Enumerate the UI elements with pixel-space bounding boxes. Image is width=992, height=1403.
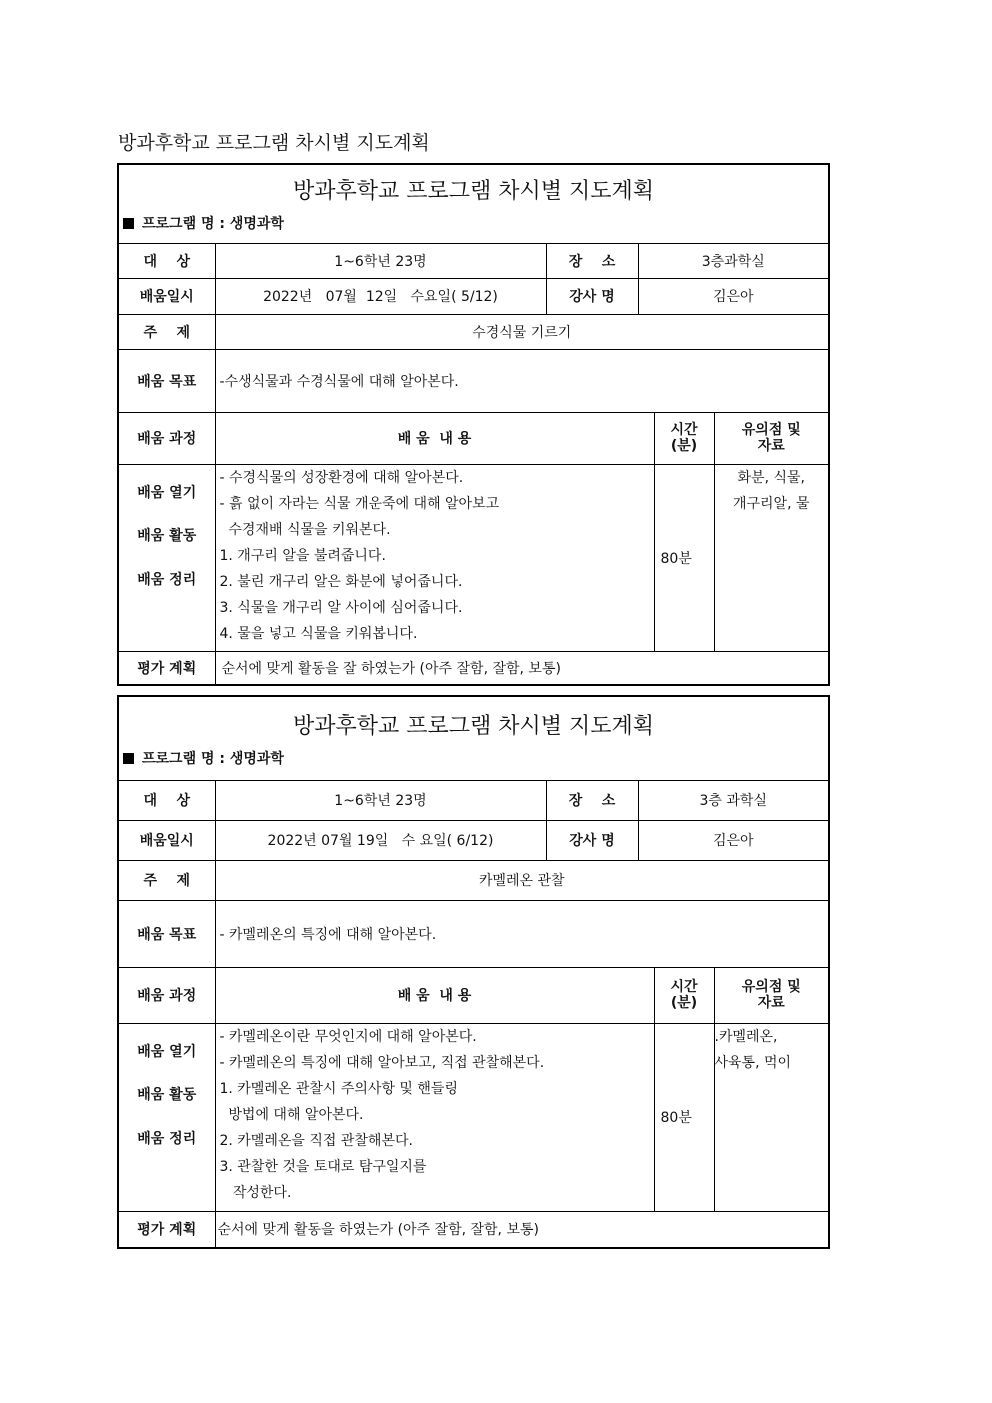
content-line: - 카멜레온이란 무엇인지에 대해 알아본다. (219, 1028, 477, 1045)
evaluation-label: 평가 계획 (118, 651, 215, 685)
content-line: 2. 카멜레온을 직접 관찰해본다. (219, 1132, 413, 1149)
materials-cell (714, 464, 829, 651)
target-label: 대 상 (118, 780, 215, 820)
materials-line: .카멜레온, (714, 1028, 778, 1045)
topic-label: 주 제 (118, 314, 215, 349)
document-heading: 방과후학교 프로그램 차시별 지도계획 (118, 132, 430, 154)
evaluation-value: 순서에 맞게 활동을 하였는가 (아주 잘함, 잘함, 보통) (215, 1211, 829, 1248)
instructor-value: 김은아 (638, 820, 829, 860)
phase-open-label: 배움 열기 (137, 1044, 197, 1061)
content-line: 4. 물을 넣고 식물을 키워봅니다. (219, 625, 418, 642)
content-line: - 흙 없이 자라는 식물 개운죽에 대해 알아보고 (219, 495, 500, 512)
phase-activity-label: 배움 활동 (137, 1087, 197, 1104)
process-label: 배움 과정 (118, 412, 215, 464)
notes-header: 유의점 및 자료 (714, 412, 829, 464)
content-line: 1. 개구리 알을 불려줍니다. (219, 547, 386, 564)
content-line: - 카멜레온의 특징에 대해 알아보고, 직접 관찰해본다. (219, 1054, 545, 1071)
process-label: 배움 과정 (118, 967, 215, 1023)
phase-labels (118, 1023, 215, 1211)
phase-labels (118, 464, 215, 651)
content-line: 3. 식물을 개구리 알 사이에 심어줍니다. (219, 599, 463, 616)
phase-close-label: 배움 정리 (137, 571, 197, 588)
topic-value: 카멜레온 관찰 (215, 860, 829, 900)
program-name-label: 프로그램 명 : (142, 750, 230, 767)
content-line: 방법에 대해 알아본다. (219, 1106, 364, 1123)
program-name-line (119, 205, 828, 239)
content-line: 3. 관찰한 것을 토대로 탐구일지를 (219, 1158, 427, 1175)
date-value: 2022년 07월 12일 수요일( 5/12) (215, 278, 546, 314)
notes-header: 유의점 및 자료 (714, 967, 829, 1023)
program-name-value: 생명과학 (229, 750, 284, 767)
place-value: 3층과학실 (638, 243, 829, 278)
plan-title: 방과후학교 프로그램 차시별 지도계획 (293, 713, 655, 739)
lesson-plan-table-2 (117, 695, 830, 1249)
content-cell (215, 1023, 654, 1211)
materials-line: 개구리알, 물 (732, 495, 810, 512)
date-value: 2022년 07월 19일 수 요일( 6/12) (215, 820, 546, 860)
place-label: 장 소 (546, 780, 638, 820)
evaluation-value: 순서에 맞게 활동을 잘 하였는가 (아주 잘함, 잘함, 보통) (215, 651, 829, 685)
program-name-line (119, 740, 828, 774)
phase-activity-label: 배움 활동 (137, 528, 197, 545)
content-line: 1. 카멜레온 관찰시 주의사항 및 핸들링 (219, 1080, 458, 1097)
materials-line: 사육통, 먹이 (714, 1054, 792, 1071)
goal-label: 배움 목표 (118, 349, 215, 412)
time-header: 시간 (분) (654, 412, 714, 464)
time-value: 80분 (654, 1023, 714, 1211)
content-line: 2. 불린 개구리 알은 화분에 넣어줍니다. (219, 573, 463, 590)
lesson-plan-table-1 (117, 163, 830, 686)
goal-label: 배움 목표 (118, 900, 215, 967)
target-value: 1~6학년 23명 (215, 243, 546, 278)
program-name-label: 프로그램 명 : (142, 216, 230, 233)
content-line: - 수경식물의 성장환경에 대해 알아본다. (219, 469, 464, 486)
date-label: 배움일시 (118, 278, 215, 314)
instructor-label: 강사 명 (546, 278, 638, 314)
place-value: 3층 과학실 (638, 780, 829, 820)
plan-title: 방과후학교 프로그램 차시별 지도계획 (293, 179, 655, 205)
program-name-value: 생명과학 (229, 216, 284, 233)
time-value: 80분 (654, 464, 714, 651)
materials-line: 화분, 식물, (737, 469, 805, 486)
materials-cell (714, 1023, 829, 1211)
plan-header (118, 164, 829, 243)
plan-header (118, 696, 829, 780)
content-line: 수경재배 식물을 키워본다. (219, 521, 391, 538)
content-cell (215, 464, 654, 651)
content-header: 배 움 내 용 (215, 967, 654, 1023)
time-header: 시간 (분) (654, 967, 714, 1023)
target-label: 대 상 (118, 243, 215, 278)
content-header: 배 움 내 용 (215, 412, 654, 464)
instructor-value: 김은아 (638, 278, 829, 314)
topic-value: 수경식물 기르기 (215, 314, 829, 349)
instructor-label: 강사 명 (546, 820, 638, 860)
goal-value: -수생식물과 수경식물에 대해 알아본다. (215, 349, 829, 412)
goal-value: - 카멜레온의 특징에 대해 알아본다. (215, 900, 829, 967)
square-bullet-icon (123, 218, 134, 229)
phase-close-label: 배움 정리 (137, 1130, 197, 1147)
date-label: 배움일시 (118, 820, 215, 860)
target-value: 1~6학년 23명 (215, 780, 546, 820)
square-bullet-icon (123, 753, 134, 764)
phase-open-label: 배움 열기 (137, 485, 197, 502)
content-line: 작성한다. (219, 1184, 292, 1201)
topic-label: 주 제 (118, 860, 215, 900)
place-label: 장 소 (546, 243, 638, 278)
evaluation-label: 평가 계획 (118, 1211, 215, 1248)
